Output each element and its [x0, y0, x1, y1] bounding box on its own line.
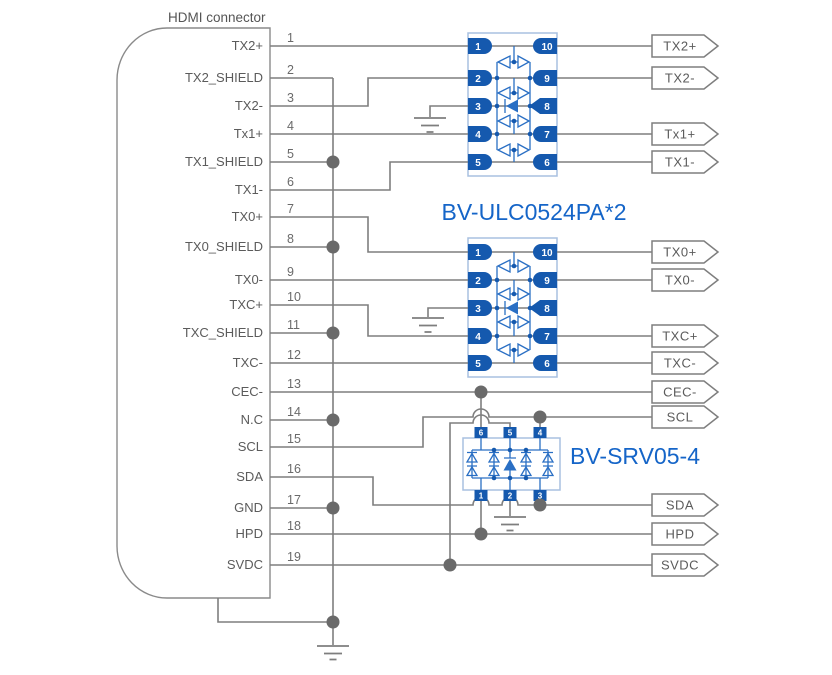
pin-number: 10	[287, 290, 301, 304]
pin-number: 16	[287, 462, 301, 476]
pin-label: TX2_SHIELD	[184, 70, 263, 85]
ic-pin-number: 4	[475, 129, 481, 141]
pin-label: TXC_SHIELD	[182, 325, 263, 340]
pin-number: 14	[287, 405, 301, 419]
tag-label: CEC-	[663, 384, 697, 400]
wires	[218, 46, 652, 645]
connector-title: HDMI connector	[168, 10, 266, 25]
ic-pin-number: 9	[544, 73, 550, 85]
srv-pin-number: 6	[478, 428, 484, 438]
tag-label: SVDC	[660, 557, 700, 573]
pin-number: 15	[287, 432, 301, 446]
ic-pin-number: 5	[475, 157, 481, 169]
tag-label: HPD	[665, 526, 695, 542]
tag-labels	[661, 39, 699, 573]
ic-part-label: BV-ULC0524PA*2	[441, 199, 627, 225]
ground-symbol-srv05	[494, 517, 526, 531]
pin-label: TX2-	[234, 98, 263, 113]
pin-label: TX2+	[231, 38, 263, 53]
pin-number: 6	[287, 175, 294, 189]
pin-label: TX0_SHIELD	[184, 239, 263, 254]
ic-pin-number: 8	[544, 303, 550, 315]
pin-label: HPD	[235, 526, 263, 541]
ic-pin-number: 4	[475, 331, 481, 343]
pin-number: 9	[287, 265, 294, 279]
tag-label: TX2-	[664, 70, 696, 86]
ic-pin-number: 5	[475, 358, 481, 370]
srv05-part-label: BV-SRV05-4	[570, 443, 700, 469]
srv-pin-number: 1	[478, 491, 484, 501]
pin-label: SDA	[236, 469, 263, 484]
srv-pin-number: 4	[537, 428, 543, 438]
ic-pin-number: 2	[475, 275, 481, 287]
ic-pin-number: 1	[475, 247, 481, 259]
pin-label: SVDC	[226, 557, 263, 572]
ic-pin-number: 6	[544, 157, 550, 169]
ground-symbol-ic2	[412, 318, 444, 332]
srv-pin-number: 2	[507, 491, 513, 501]
tag-label: TX1-	[664, 154, 696, 170]
pin-label: SCL	[237, 439, 263, 454]
output-tags	[652, 35, 718, 576]
pin-number: 12	[287, 348, 301, 362]
tag-label: TX0+	[663, 244, 697, 260]
pin-number: 11	[287, 318, 300, 332]
ic-pin-number: 7	[544, 129, 550, 141]
ic-pin-number: 3	[475, 303, 481, 315]
pin-number: 7	[287, 202, 294, 216]
pin-label: TXC+	[229, 297, 263, 312]
ic-pin-number: 7	[544, 331, 550, 343]
ground-symbol-ic1	[414, 118, 446, 132]
pin-label: TX1-	[234, 182, 263, 197]
pin-number: 5	[287, 147, 294, 161]
connector-pin-labels	[183, 38, 264, 572]
pin-number: 3	[287, 91, 294, 105]
tag-label: SCL	[666, 409, 694, 425]
ic-pin-number: 10	[541, 41, 553, 53]
pin-label: CEC-	[231, 384, 263, 399]
ic-pin-number: 10	[541, 247, 553, 259]
ic-pin-number: 9	[544, 275, 550, 287]
ic-pin-number: 6	[544, 358, 550, 370]
connector-pin-numbers	[287, 31, 301, 564]
tag-label: TX0-	[664, 272, 696, 288]
tag-label: TXC-	[663, 355, 697, 371]
pin-number: 8	[287, 232, 294, 246]
ic-pin-number: 1	[475, 41, 481, 53]
srv-pin-number: 5	[507, 428, 513, 438]
pin-number: 4	[287, 119, 294, 133]
pin-label: TX0+	[231, 209, 263, 224]
tag-label: TX2+	[663, 38, 697, 54]
pin-number: 17	[287, 493, 301, 507]
pin-number: 18	[287, 519, 301, 533]
pin-label: TX0-	[234, 272, 263, 287]
srv-pin-number: 3	[537, 491, 543, 501]
pin-number: 1	[287, 31, 294, 45]
pin-label: TX1_SHIELD	[184, 154, 263, 169]
ic-pin-number: 2	[475, 73, 481, 85]
tag-label: Tx1+	[664, 126, 696, 142]
pin-label: Tx1+	[233, 126, 263, 141]
pin-label: N.C	[240, 412, 263, 427]
pin-number: 19	[287, 550, 301, 564]
ic-pin-number: 3	[475, 101, 481, 113]
pin-number: 2	[287, 63, 294, 77]
ic-pin-number: 8	[544, 101, 550, 113]
pin-label: GND	[234, 500, 263, 515]
tag-label: TXC+	[662, 328, 698, 344]
tag-label: SDA	[665, 497, 695, 513]
ground-symbol-bus	[317, 646, 349, 660]
pin-label: TXC-	[232, 355, 263, 370]
pin-number: 13	[287, 377, 301, 391]
